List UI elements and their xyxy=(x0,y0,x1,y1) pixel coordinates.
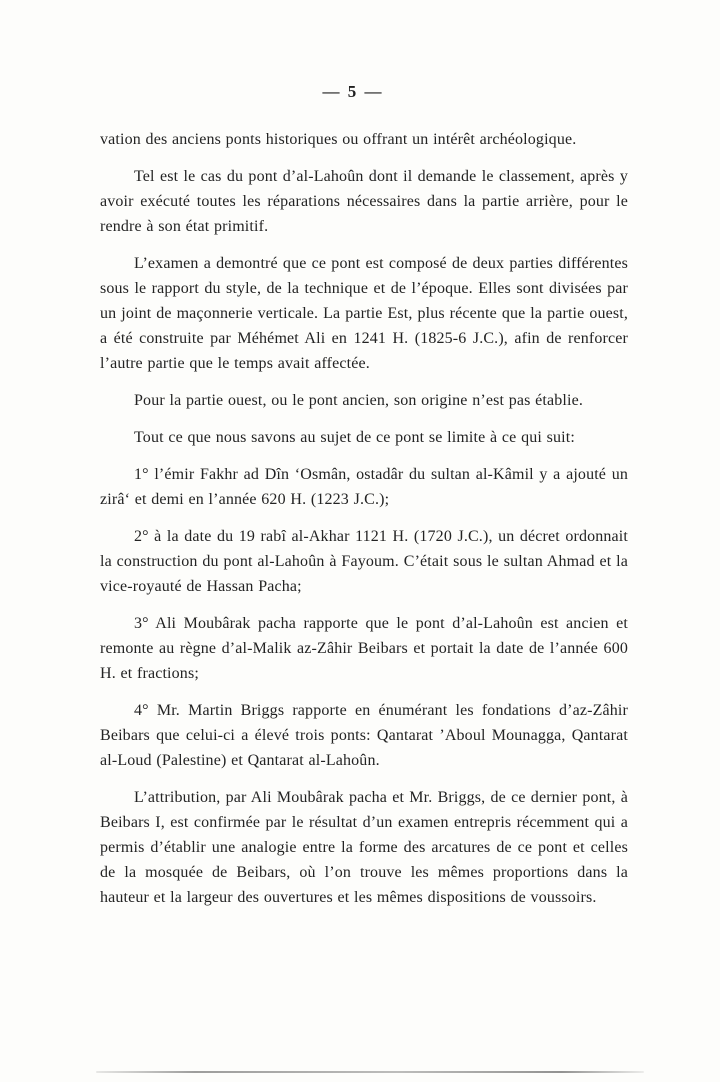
paragraph-list-item-3: 3° Ali Moubârak pacha rapporte que le pont d’al-Lahoûn est ancien et remonte au règne d’al-Malik az-Zâhir Beibars et portait la date de l’année 600 H. et fractions; xyxy=(100,615,628,682)
paragraph-continuation: vation des anciens ponts historiques ou offrant un intérêt archéologique. xyxy=(100,131,577,148)
paragraph-list-item-1: 1° l’émir Fakhr ad Dîn ‘Osmân, ostadâr du sultan al-Kâmil y a ajouté un zirâ‘ et demi en l’année 620 H. (1223 J.C.); xyxy=(100,466,628,508)
paragraph: L’attribution, par Ali Moubârak pacha et Mr. Briggs, de ce dernier pont, à Beibars I, est confirmée par le résultat d’un examen entrepris récemment qui a permis d’établir une analogie entre la forme des arcatures de ce pont et celles de la mosquée de Beibars, où l’on trouve les mêmes proportions dans la hauteur et la largeur des ouvertures et les mêmes dispositions de voussoirs. xyxy=(100,789,628,906)
paragraph: Pour la partie ouest, ou le pont ancien, son origine n’est pas établie. xyxy=(134,392,583,409)
page-number: — 5 — xyxy=(322,82,384,101)
scan-edge-artifact xyxy=(96,1071,644,1073)
paragraph: Tout ce que nous savons au sujet de ce pont se limite à ce qui suit: xyxy=(134,429,575,446)
paragraph-list-item-2: 2° à la date du 19 rabî al-Akhar 1121 H. (1720 J.C.), un décret ordonnait la construction du pont al-Lahoûn à Fayoum. C’était sous le sultan Ahmad et la vice-royauté de Hassan Pacha; xyxy=(100,528,628,595)
text-block xyxy=(100,127,628,922)
paragraph: L’examen a demontré que ce pont est composé de deux parties différentes sous le rapport du style, de la technique et de l’époque. Elles sont divisées par un joint de maçonnerie verticale. La partie Est, plus récente que la partie ouest, a été construite par Méhémet Ali en 1241 H. (1825-6 J.C.), afin de renforcer l’autre partie que le temps avait affectée. xyxy=(100,255,628,372)
paragraph-list-item-4: 4° Mr. Martin Briggs rapporte en énumérant les fondations d’az-Zâhir Beibars que celui-ci a élevé trois ponts: Qantarat ’Aboul Mounagga, Qantarat al-Loud (Palestine) et Qantarat al-Lahoûn. xyxy=(100,702,628,769)
paragraph: Tel est le cas du pont d’al-Lahoûn dont il demande le classement, après y avoir exécuté toutes les réparations nécessaires dans la partie arrière, pour le rendre à son état primitif. xyxy=(100,168,628,235)
